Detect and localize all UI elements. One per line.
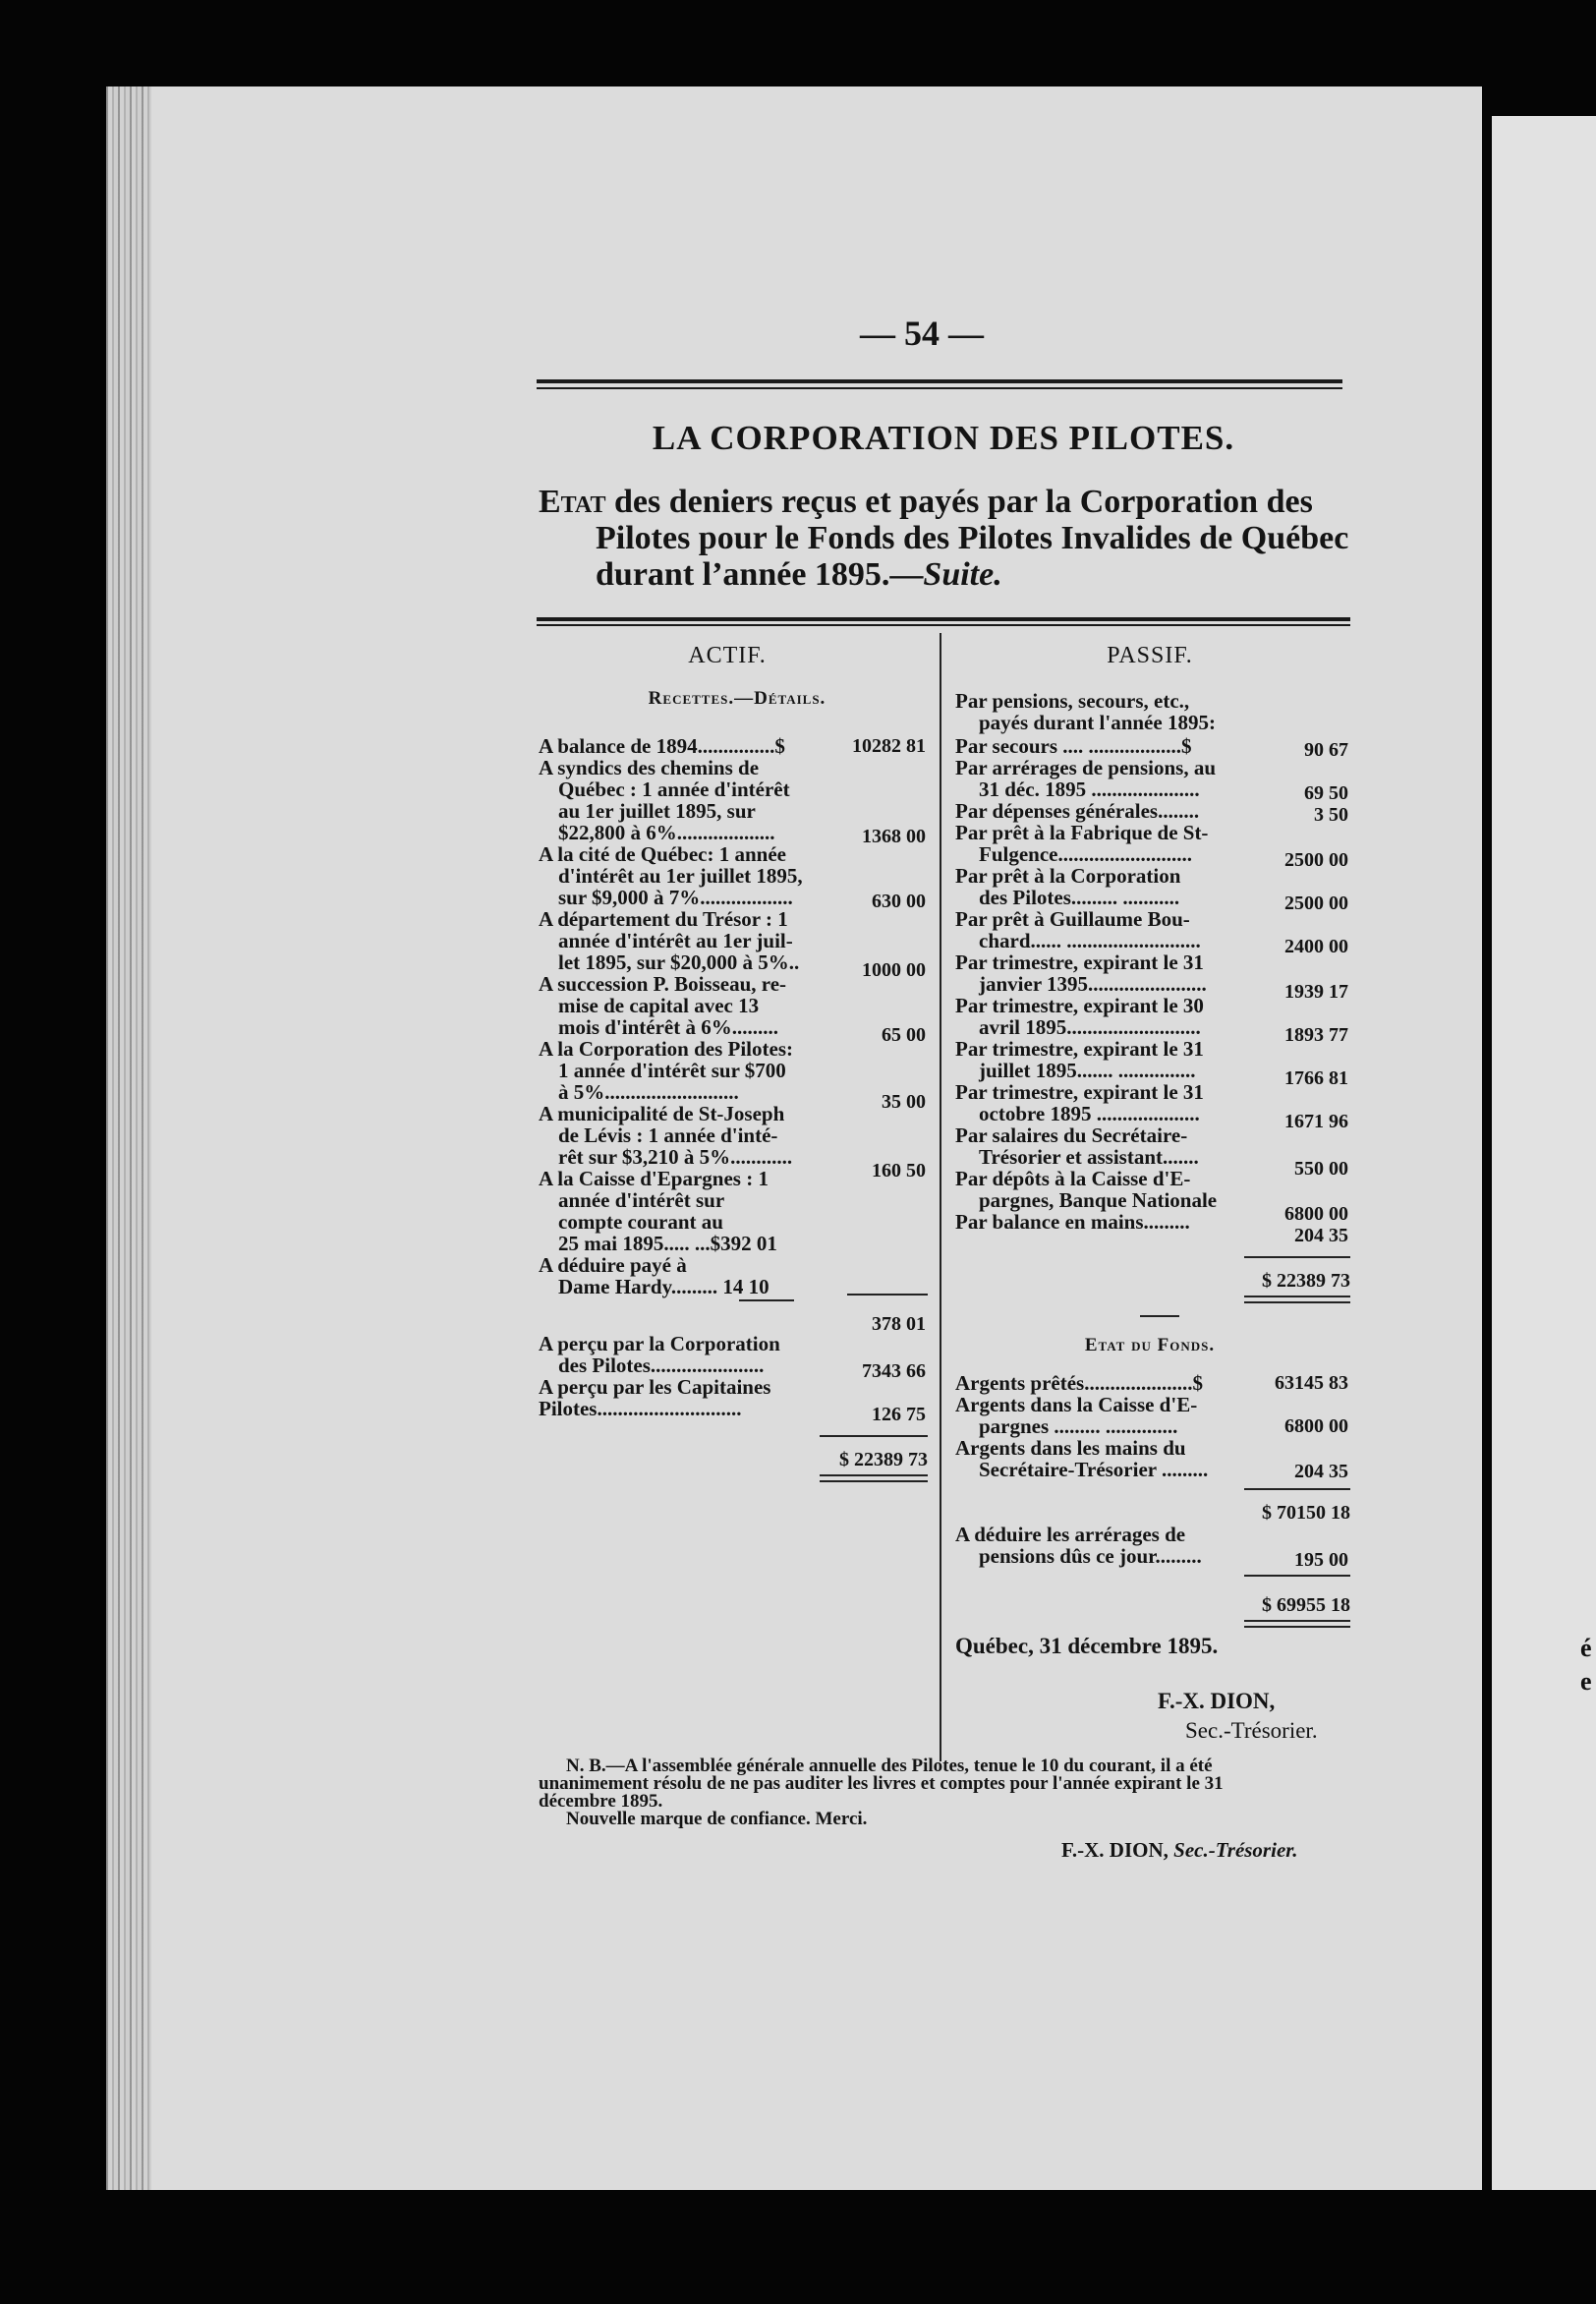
passif-line: octobre 1895 .................... <box>979 1102 1200 1125</box>
actif-line: compte courant au <box>558 1210 723 1234</box>
actif-amount: 7343 66 <box>862 1360 926 1382</box>
fonds-amount: 63145 83 <box>1275 1372 1348 1394</box>
passif-amount: 1766 81 <box>1284 1067 1348 1089</box>
passif-line: janvier 1395....................... <box>979 972 1207 996</box>
actif-line: A municipalité de St-Joseph <box>539 1102 785 1125</box>
page-number: — 54 — <box>860 314 984 353</box>
passif-line: Trésorier et assistant....... <box>979 1145 1199 1169</box>
fonds-line: Argents prêtés.....................$ <box>955 1371 1203 1395</box>
passif-heading: PASSIF. <box>1107 643 1193 668</box>
actif-line: de Lévis : 1 année d'inté- <box>558 1123 778 1147</box>
actif-line: A succession P. Boisseau, re- <box>539 972 787 996</box>
actif-amount: 160 50 <box>872 1160 926 1181</box>
fonds-rule <box>1244 1575 1350 1577</box>
intro-suite: Suite. <box>923 556 1002 593</box>
actif-line: année d'intérêt au 1er juil- <box>558 929 793 952</box>
table-rule-thin <box>537 624 1350 626</box>
actif-amount: 35 00 <box>882 1091 926 1113</box>
actif-line: Dame Hardy......... 14 10 <box>558 1275 770 1298</box>
passif-line: Par arrérages de pensions, au <box>955 756 1217 779</box>
actif-amount: 10282 81 <box>852 735 926 757</box>
passif-line: Par prêt à Guillaume Bou- <box>955 907 1190 931</box>
section-rule <box>1140 1315 1179 1317</box>
actif-line: A la Caisse d'Epargnes : 1 <box>539 1167 769 1190</box>
actif-line: A la Corporation des Pilotes: <box>539 1037 793 1061</box>
facing-page-glyph: é <box>1580 1634 1592 1662</box>
passif-amount: 1893 77 <box>1284 1024 1348 1046</box>
note-line: N. B.—A l'assemblée générale annuelle des Pilotes, tenue le 10 du courant, il a été <box>566 1756 1213 1776</box>
facing-page-glyph: e <box>1580 1667 1592 1696</box>
fonds-amount: 204 35 <box>1294 1461 1348 1482</box>
actif-line: $22,800 à 6%................... <box>558 821 775 844</box>
passif-amount: 69 50 <box>1304 782 1348 804</box>
intro-line: des deniers reçus et payés par la Corporation des <box>605 484 1313 520</box>
actif-rule <box>847 1294 928 1296</box>
fonds-heading: Etat du Fonds. <box>1084 1335 1216 1355</box>
passif-total: $ 22389 73 <box>1262 1270 1350 1292</box>
passif-line: juillet 1895....... ............... <box>979 1059 1196 1082</box>
passif-amount: 3 50 <box>1314 804 1348 826</box>
page-title: LA CORPORATION DES PILOTES. <box>652 419 1235 457</box>
actif-total: $ 22389 73 <box>839 1449 928 1470</box>
passif-line: avril 1895.......................... <box>979 1015 1201 1039</box>
actif-line: Pilotes............................ <box>539 1397 742 1420</box>
passif-amount: 6800 00 <box>1284 1203 1348 1225</box>
passif-line: Par pensions, secours, etc., <box>955 689 1190 713</box>
passif-line: Par trimestre, expirant le 31 <box>955 1037 1204 1061</box>
passif-line: Par trimestre, expirant le 31 <box>955 1080 1204 1104</box>
fonds-amount: 6800 00 <box>1284 1415 1348 1437</box>
passif-line: Par balance en mains......... <box>955 1210 1190 1234</box>
passif-line: Par prêt à la Corporation <box>955 864 1181 888</box>
actif-amount: 65 00 <box>882 1024 926 1046</box>
fonds-line: Secrétaire-Trésorier ......... <box>979 1458 1209 1481</box>
passif-amount: 2500 00 <box>1284 893 1348 914</box>
fonds-line: pargnes ......... .............. <box>979 1414 1178 1438</box>
subtraction-rule <box>739 1299 794 1301</box>
passif-line: Par salaires du Secrétaire- <box>955 1123 1188 1147</box>
passif-amount: 90 67 <box>1304 739 1348 761</box>
date-line: Québec, 31 décembre 1895. <box>955 1634 1219 1658</box>
passif-line: 31 déc. 1895 ..................... <box>979 778 1200 801</box>
intro-lead-word: Etat <box>539 484 606 520</box>
fonds-subtotal: $ 70150 18 <box>1262 1502 1350 1524</box>
top-rule <box>537 379 1342 383</box>
actif-total-rule <box>820 1474 928 1476</box>
passif-line: Par trimestre, expirant le 31 <box>955 950 1204 974</box>
passif-total-rule <box>1244 1301 1350 1303</box>
signature-title: Sec.-Trésorier. <box>1185 1718 1318 1743</box>
passif-amount: 204 35 <box>1294 1225 1348 1246</box>
actif-amount: 378 01 <box>872 1313 926 1335</box>
passif-line: Par dépôts à la Caisse d'E- <box>955 1167 1191 1190</box>
signature-name: F.-X. DION, <box>1158 1689 1276 1713</box>
actif-line: des Pilotes...................... <box>558 1354 765 1377</box>
actif-line: mois d'intérêt à 6%......... <box>558 1015 778 1039</box>
passif-line: pargnes, Banque Nationale <box>979 1188 1218 1212</box>
actif-line: A département du Trésor : 1 <box>539 907 788 931</box>
actif-rule <box>820 1435 928 1437</box>
passif-line: Fulgence.......................... <box>979 842 1192 866</box>
passif-line: Par dépenses générales........ <box>955 799 1200 823</box>
passif-amount: 550 00 <box>1294 1158 1348 1180</box>
facing-page-strip <box>1492 116 1596 2190</box>
scanned-page <box>106 86 1482 2190</box>
actif-line: A la cité de Québec: 1 année <box>539 842 786 866</box>
fonds-total-rule <box>1244 1620 1350 1622</box>
actif-heading: ACTIF. <box>688 643 767 668</box>
passif-line: chard...... .......................... <box>979 929 1201 952</box>
actif-line: année d'intérêt sur <box>558 1188 725 1212</box>
note-merci: Nouvelle marque de confiance. Merci. <box>566 1809 868 1829</box>
passif-rule <box>1244 1256 1350 1258</box>
fonds-line: Argents dans la Caisse d'E- <box>955 1393 1198 1416</box>
column-divider <box>940 633 941 1761</box>
fonds-line: Argents dans les mains du <box>955 1436 1186 1460</box>
actif-line: let 1895, sur $20,000 à 5%.. <box>558 950 800 974</box>
note-line: unanimement résolu de ne pas auditer les livres et comptes pour l'année expirant le 31 <box>539 1773 1224 1794</box>
actif-line: A balance de 1894...............$ <box>539 734 785 758</box>
passif-total-rule <box>1244 1296 1350 1297</box>
actif-line: A perçu par la Corporation <box>539 1332 780 1355</box>
table-rule <box>537 617 1350 621</box>
fonds-line: pensions dûs ce jour......... <box>979 1544 1202 1568</box>
passif-line: Par prêt à la Fabrique de St- <box>955 821 1209 844</box>
final-signature <box>1061 1838 1298 1863</box>
intro-line: durant l’année 1895.— <box>596 556 924 593</box>
actif-line: A perçu par les Capitaines <box>539 1375 771 1399</box>
passif-amount: 1671 96 <box>1284 1111 1348 1132</box>
fonds-line: A déduire les arrérages de <box>955 1523 1186 1546</box>
actif-line: mise de capital avec 13 <box>558 994 760 1017</box>
passif-line: des Pilotes......... ........... <box>979 886 1180 909</box>
actif-line: au 1er juillet 1895, sur <box>558 799 756 823</box>
actif-total-rule <box>820 1480 928 1482</box>
passif-amount: 2500 00 <box>1284 849 1348 871</box>
final-signature-name: F.-X. DION, <box>1061 1838 1174 1862</box>
note-block <box>539 1757 1352 1811</box>
actif-amount: 630 00 <box>872 891 926 912</box>
actif-line: à 5%.......................... <box>558 1080 739 1104</box>
actif-line: rêt sur $3,210 à 5%............ <box>558 1145 793 1169</box>
passif-line: Par trimestre, expirant le 30 <box>955 994 1204 1017</box>
intro-paragraph <box>539 484 1352 593</box>
passif-amount: 2400 00 <box>1284 936 1348 957</box>
book-page-edges <box>106 86 151 2190</box>
actif-line: d'intérêt au 1er juillet 1895, <box>558 864 803 888</box>
fonds-rule <box>1244 1488 1350 1490</box>
actif-subheading: Recettes.—Détails. <box>648 688 826 709</box>
intro-line: Pilotes pour le Fonds des Pilotes Invalides de Québec <box>596 520 1349 556</box>
fonds-amount: 195 00 <box>1294 1549 1348 1571</box>
passif-line: Par secours .... ..................$ <box>955 734 1192 758</box>
actif-amount: 126 75 <box>872 1404 926 1425</box>
actif-line: A déduire payé à <box>539 1253 687 1277</box>
top-rule-thin <box>537 387 1342 389</box>
actif-amount: 1368 00 <box>862 826 926 847</box>
actif-line: 25 mai 1895..... ...$392 01 <box>558 1232 777 1255</box>
passif-line: payés durant l'année 1895: <box>979 711 1216 734</box>
actif-line: 1 année d'intérêt sur $700 <box>558 1059 786 1082</box>
fonds-total: $ 69955 18 <box>1262 1594 1350 1616</box>
actif-line: A syndics des chemins de <box>539 756 760 779</box>
fonds-total-rule <box>1244 1626 1350 1628</box>
actif-line: Québec : 1 année d'intérêt <box>558 778 790 801</box>
passif-amount: 1939 17 <box>1284 981 1348 1003</box>
note-line: décembre 1895. <box>539 1791 663 1812</box>
final-signature-title: Sec.-Trésorier. <box>1173 1838 1298 1862</box>
actif-amount: 1000 00 <box>862 959 926 981</box>
actif-line: sur $9,000 à 7%.................. <box>558 886 793 909</box>
